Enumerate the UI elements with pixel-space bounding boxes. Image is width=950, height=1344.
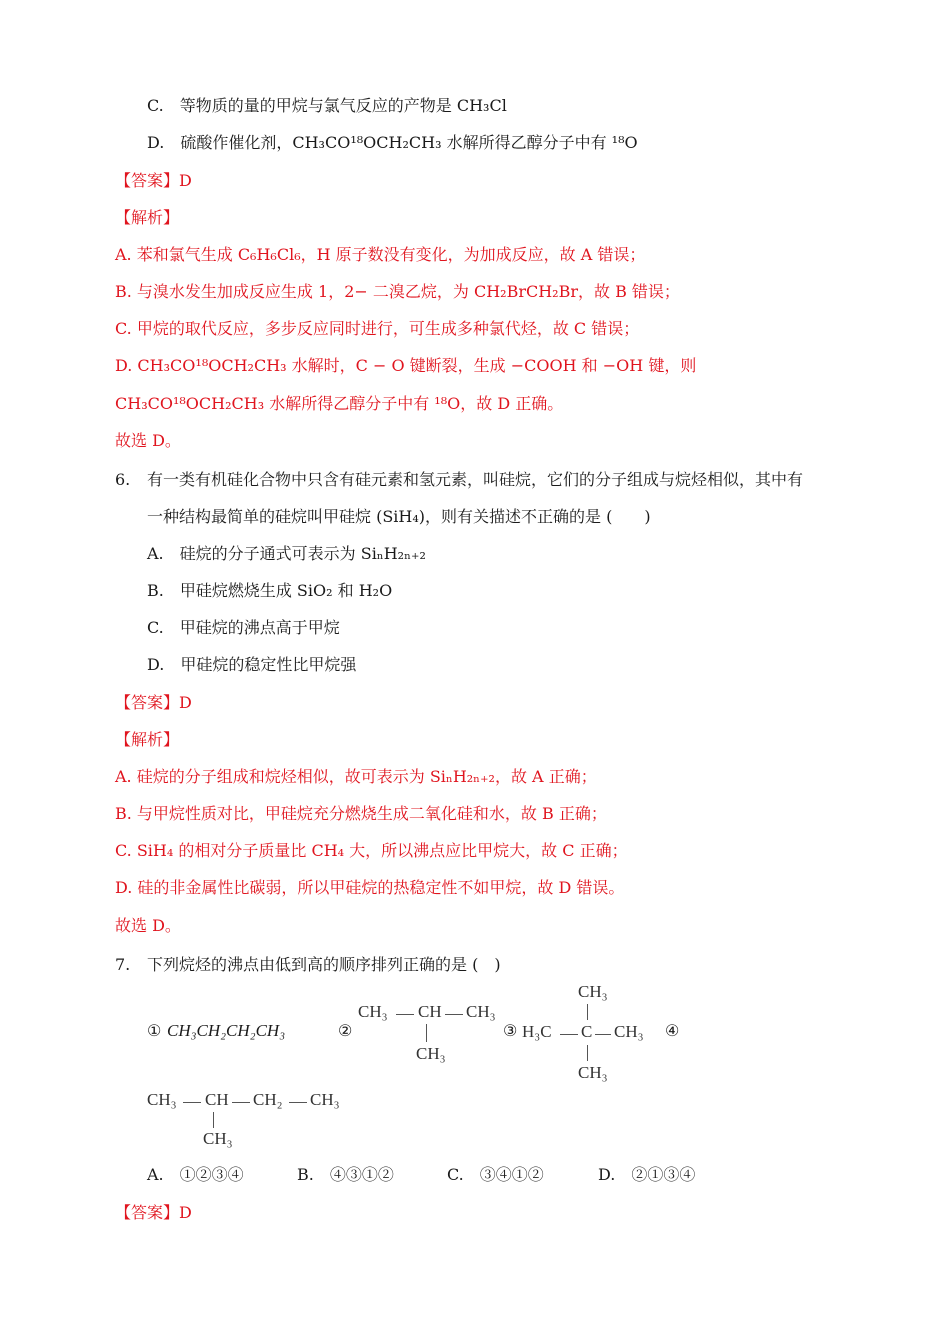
q6-option-a: A. 硅烷的分子通式可表示为 SiₙH₂ₙ₊₂: [147, 544, 426, 563]
q7-answer: 【答案】D: [115, 1203, 192, 1222]
q5-option-d: D. 硫酸作催化剂，CH₃CO¹⁸OCH₂CH₃ 水解所得乙醇分子中有 ¹⁸O: [147, 133, 638, 152]
q7-stem: 下列烷烃的沸点由低到高的顺序排列正确的是 ( ): [147, 955, 501, 974]
s2-center-ch: CH: [418, 1002, 442, 1021]
q6-answer: 【答案】D: [115, 693, 192, 712]
s2-right-ch3: CH₃: [466, 1002, 496, 1021]
s3-top-ch3: CH₃: [578, 982, 608, 1001]
q6-analysis-a: A. 硅烷的分子组成和烷烃相似，故可表示为 SiₙH₂ₙ₊₂，故 A 正确；: [115, 767, 597, 786]
q7-compound-1-formula: CH₃CH₂CH₂CH₃: [167, 1021, 286, 1040]
q5-option-c: C. 等物质的量的甲烷与氯气反应的产物是 CH₃Cl: [147, 96, 507, 115]
s4-bottom-ch3: CH₃: [203, 1129, 233, 1148]
q5-answer: 【答案】D: [115, 171, 192, 190]
q6-analysis-c: C. SiH₄ 的相对分子质量比 CH₄ 大，所以沸点应比甲烷大，故 C 正确；: [115, 841, 628, 860]
q7-compound-2-label: ②: [338, 1021, 353, 1040]
q6-analysis-b: B. 与甲烷性质对比，甲硅烷充分燃烧生成二氧化硅和水，故 B 正确；: [115, 804, 607, 823]
q6-number: 6.: [115, 470, 131, 489]
q5-analysis-label: 【解析】: [115, 208, 180, 227]
s4-ch3-d: CH₃: [310, 1090, 340, 1109]
q5-analysis-a: A. 苯和氯气生成 C₆H₆Cl₆，H 原子数没有变化，为加成反应，故 A 错误；: [115, 245, 646, 264]
s4-ch2: CH₂: [253, 1090, 283, 1109]
s3-left-h3c: H₃C: [522, 1022, 552, 1041]
q6-option-b: B. 甲硅烷燃烧生成 SiO₂ 和 H₂O: [147, 581, 393, 600]
s4-ch: CH: [205, 1090, 229, 1109]
q7-compound-1-label: ①: [147, 1021, 162, 1040]
q6-analysis-d: D. 硅的非金属性比碳弱，所以甲硅烷的热稳定性不如甲烷，故 D 错误。: [115, 878, 625, 897]
q7-compound-3-label: ③: [503, 1021, 518, 1040]
q6-stem-line1: 有一类有机硅化合物中只含有硅元素和氢元素，叫硅烷，它们的分子组成与烷烃相似，其中有: [147, 470, 804, 489]
s3-bottom-ch3: CH₃: [578, 1063, 608, 1082]
q7-option-c: C. ③④①②: [447, 1165, 544, 1184]
q7-structure-3: [520, 982, 660, 1087]
q6-option-d: D. 甲硅烷的稳定性比甲烷强: [147, 655, 357, 674]
q7-structure-2: [358, 1000, 503, 1070]
q6-stem-line2: 一种结构最简单的硅烷叫甲硅烷 (SiH₄)，则有关描述不正确的是 ( ): [147, 507, 651, 526]
q5-analysis-d1: D. CH₃CO¹⁸OCH₂CH₃ 水解时，C − O 键断裂，生成 −COOH 和 −OH 键，则: [115, 356, 697, 375]
s2-left-ch3: CH₃: [358, 1002, 388, 1021]
q7-number: 7.: [115, 955, 131, 974]
s2-bottom-ch3: CH₃: [416, 1044, 446, 1063]
q7-option-b: B. ④③①②: [297, 1165, 394, 1184]
s4-ch3-a: CH₃: [147, 1090, 177, 1109]
q6-analysis-label: 【解析】: [115, 730, 180, 749]
q5-conclusion: 故选 D。: [115, 431, 181, 450]
q7-structure-4: [147, 1088, 357, 1153]
q7-option-d: D. ②①③④: [598, 1165, 696, 1184]
q7-compound-4-label: ④: [665, 1021, 680, 1040]
q5-analysis-b: B. 与溴水发生加成反应生成 1，2− 二溴乙烷，为 CH₂BrCH₂Br，故 B 错误；: [115, 282, 680, 301]
s3-right-ch3: CH₃: [614, 1022, 644, 1041]
q5-analysis-d2: CH₃CO¹⁸OCH₂CH₃ 水解所得乙醇分子中有 ¹⁸O，故 D 正确。: [115, 394, 564, 413]
q6-conclusion: 故选 D。: [115, 916, 181, 935]
q6-option-c: C. 甲硅烷的沸点高于甲烷: [147, 618, 340, 637]
q5-analysis-c: C. 甲烷的取代反应，多步反应同时进行，可生成多种氯代烃，故 C 错误；: [115, 319, 640, 338]
q7-option-a: A. ①②③④: [147, 1165, 244, 1184]
s3-center-c: C: [581, 1022, 593, 1041]
